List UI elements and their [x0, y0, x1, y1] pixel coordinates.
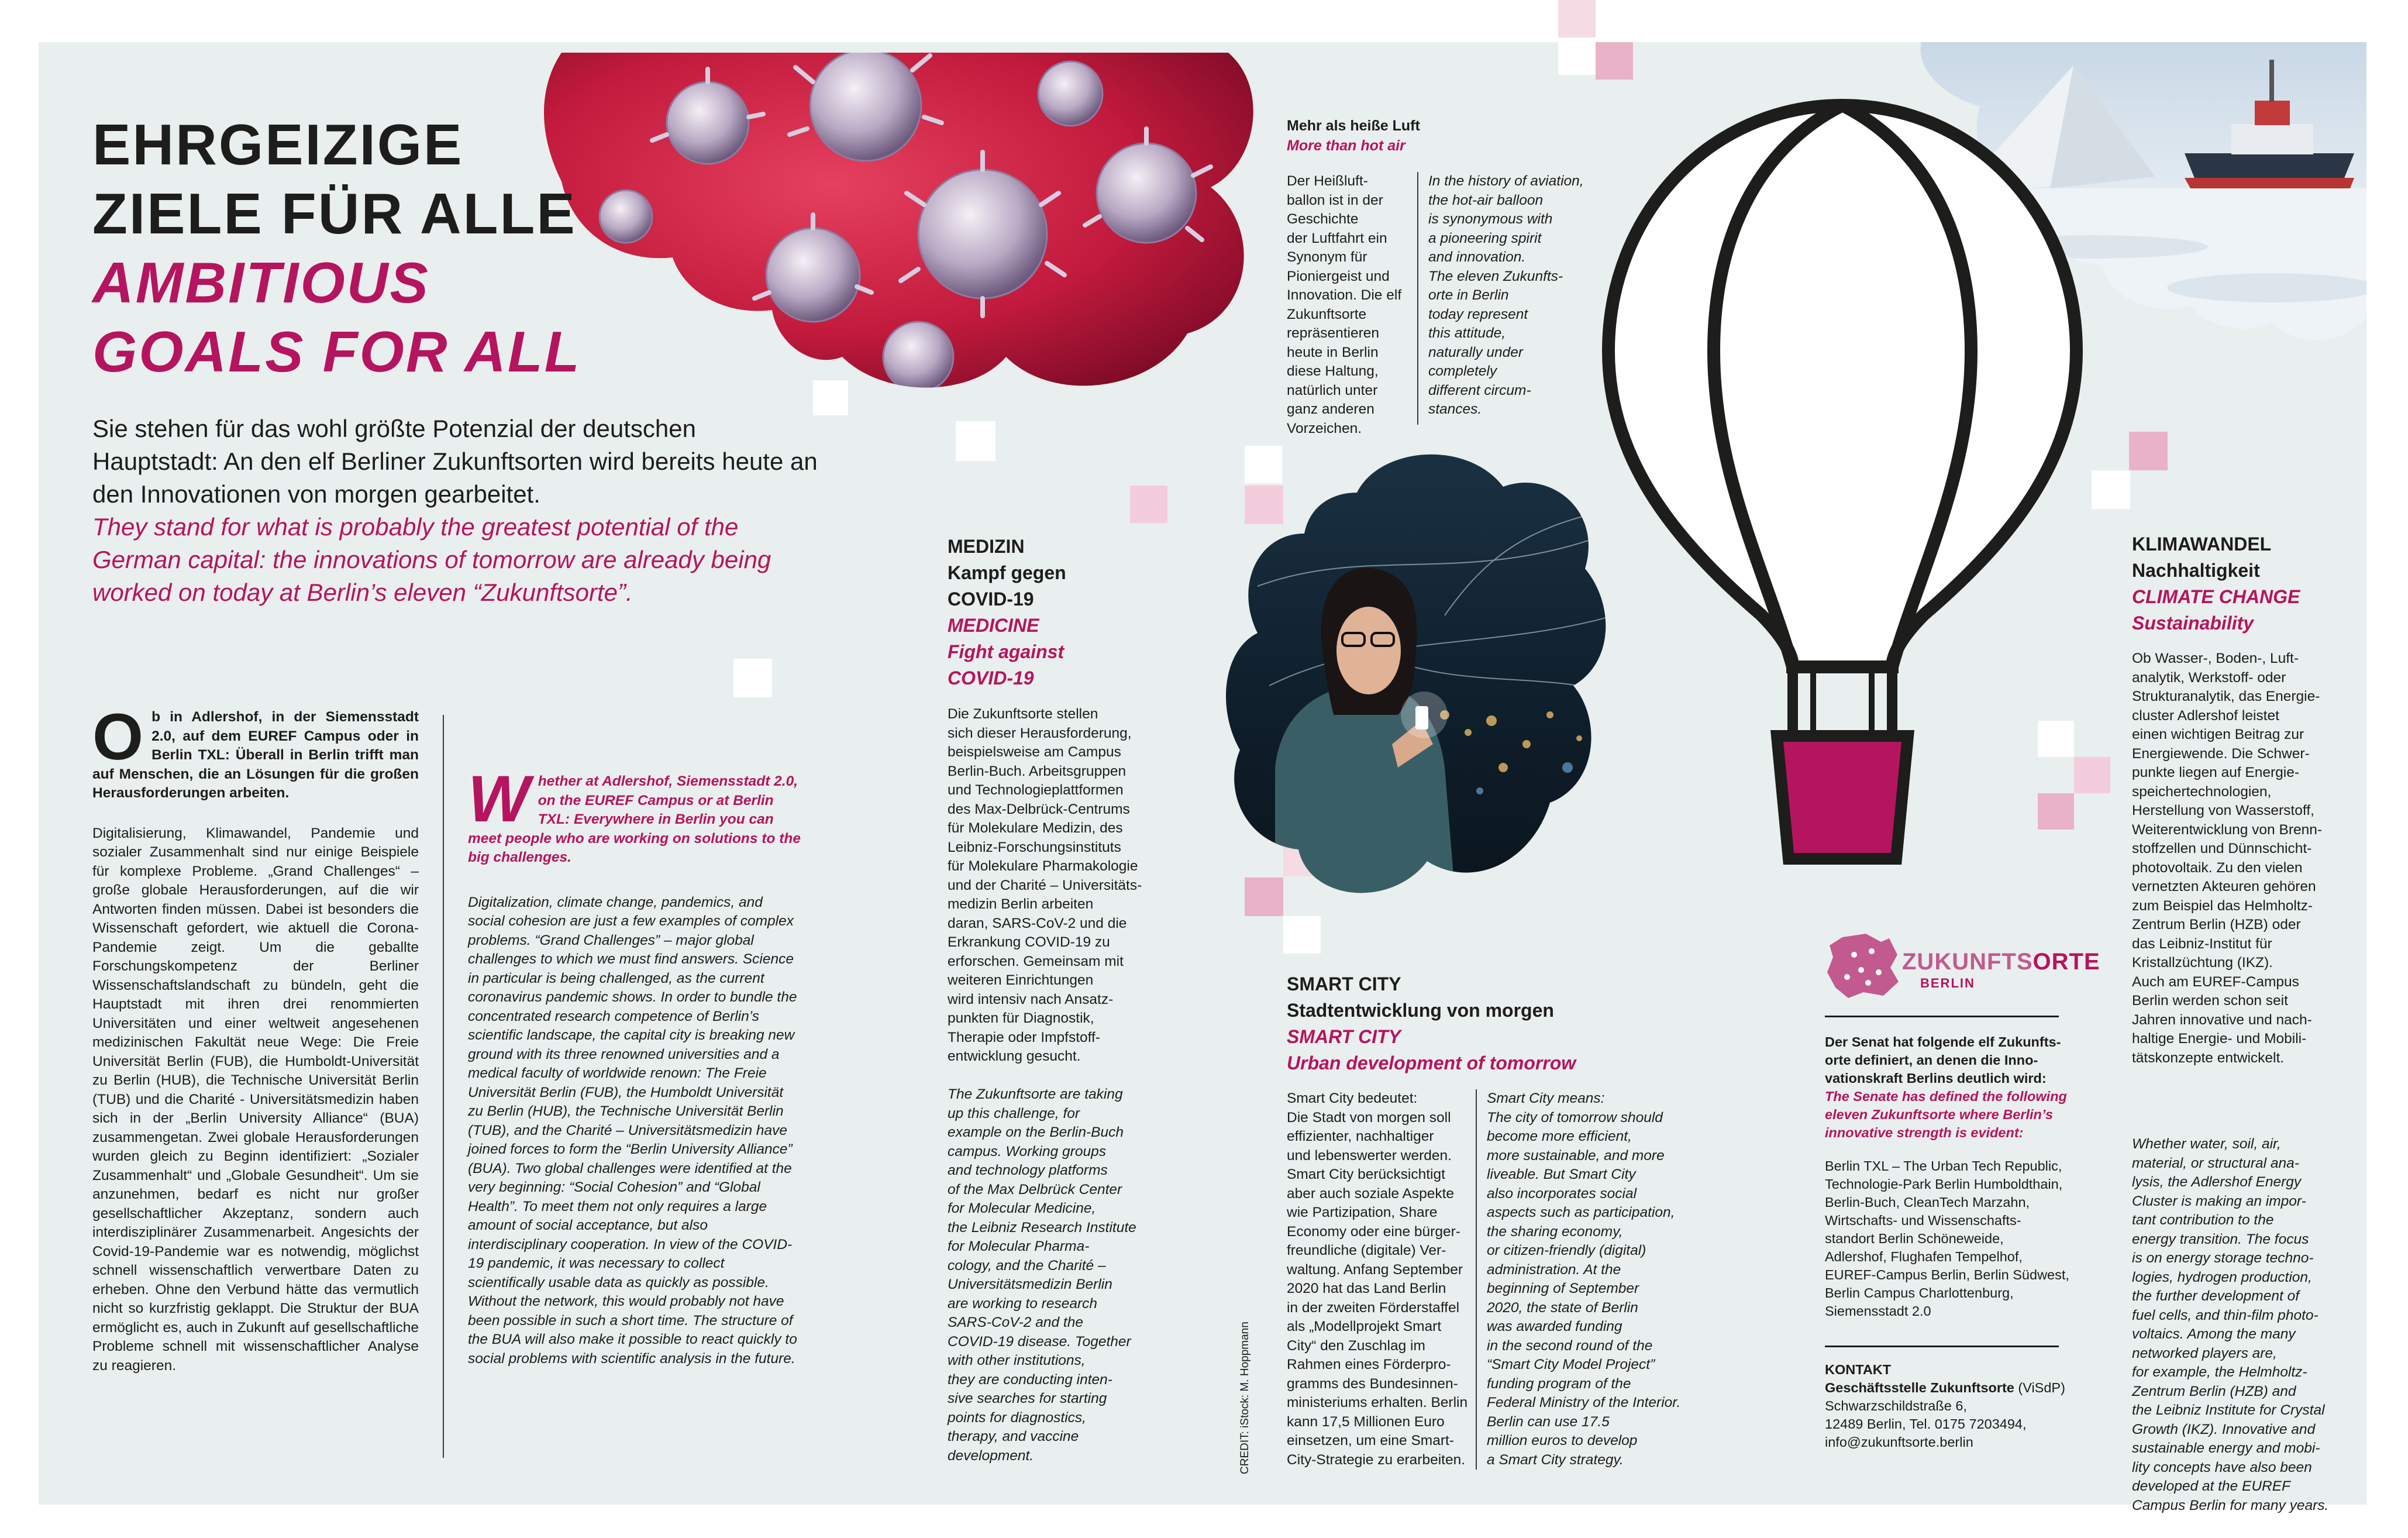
kontakt-block: [1825, 1361, 2071, 1451]
logo-sub-berlin: BERLIN: [1920, 976, 1975, 990]
virus-cloud-image: [538, 41, 1275, 398]
decor-square: [956, 421, 995, 461]
headline-en-line2: GOALS FOR ALL: [92, 319, 581, 384]
section-smart-city: [1287, 971, 1638, 1076]
smart-text-de: Smart City bedeutet: Die Stadt von morgen soll effizienter, nachhaltiger und lebenswerter werden. Smart City berücksichtigt aber auch soziale Aspekte wie Partizipation, Share Economy oder eine bürger- freundliche (digitale) Ver- waltung. Anfang September 2020 hat das Land Berlin in der zweiten Förderstaffel als „Modellprojekt Smart City“ den Zuschlag im Rahmen eines Förderpro- gramms des Bundesinnen- ministeriums erhalten. Berlin kann 17,5 Millionen Euro einsetzen, um eine Smart- City-Strategie zu erarbeiten.: [1287, 1090, 1468, 1468]
klima-text-de: Ob Wasser-, Boden-, Luft- analytik, Werkstoff- oder Strukturanalytik, das Energie- cluster Adlershof leistet einen wichtigen Beitrag zur Energiewende. Die Schwer- punkte liegen auf Energie- speichertechnologien, Herstellung von Wasserstoff, Weiterentwicklung von Brenn- stoffzellen und Dünnschicht- photovoltaik. Zu den vielen vernetzten Akteuren gehören zum Beispiel das Helmholtz- Zentrum Berlin (HZB) oder das Leibniz-Institut für Kristallzüchtung (IKZ). Auch am EUREF-Campus Berlin werden schon seit Jahren innovative und nach- haltige Energie- und Mobili- tätskonzepte entwickelt.: [2132, 651, 2323, 1066]
lead-de: b in Adlershof, in der Siemensstadt 2.0, auf dem EUREF Campus oder in Berlin TXL: Überall in Berlin trifft man auf Menschen, die an Lösungen für die großen Herausforderungen arbeiten.: [92, 709, 419, 801]
medizin-subheading-en: Fight against: [948, 641, 1065, 662]
medizin-subheading: Kampf gegen: [948, 562, 1066, 583]
decor-square: [2129, 432, 2168, 470]
decor-square: [1558, 37, 1596, 75]
luft-text-de: Der Heißluft- ballon ist in der Geschichte der Luftfahrt ein Synonym für Pioniergeist und Innovation. Die elf Zukunftsorte repräsentieren heute in Berlin diese Haltung, natürlich unter ganz anderen Vorzeichen.: [1287, 173, 1402, 436]
klima-subheading-en: Sustainability: [2132, 613, 2254, 634]
lead-en: hether at Adlershof, Siemensstadt 2.0, on the EUREF Campus or at Berlin TXL: Everywhere in Berlin you can meet people who are working on solutions to the big challenges.: [468, 773, 801, 865]
intro-de: Sie stehen für das wohl größte Potenzial der deutschen Hauptstadt: An den elf Berliner Zukunftsorten wird bereits heute an den Innovationen von morgen gearbeitet.: [92, 415, 818, 508]
divider-rule: [1825, 1016, 2059, 1017]
column-divider: [443, 715, 444, 1458]
body-en: Digitalization, climate change, pandemics, and social cohesion are just a few examples of complex problems. “Grand Challenges” – major global challenges to which we must find answers. Science in particular is being challenged, as the current coronavirus pandemic shows. In order to bundle the concentrated research competence of Berlin’s scientific landscape, the capital city is breaking new ground with its three renowned universities and a medical faculty of worldwide renown: The Freie Universität Berlin (FUB), the Humboldt Universität zu Berlin (HUB), the Technische Universität Berlin (TUB), and the Charité – Universitätsmedizin have joined forces to form the “Berlin University Alliance” (BUA). Two global challenges were identified at the very beginning: “Social Cohesion” and “Global Health”. To meet them not only requires a large amount of social acceptance, but also interdisciplinary cooperation. In view of the COVID-19 pandemic, it was necessary to collect scientifically usable data as quickly as possible. Without the network, this would probably not have been possible in such a short time. The structure of the BUA will also make it possible to react quickly to social problems with scientific analysis in the future.: [468, 894, 797, 1367]
decor-square: [1283, 916, 1321, 954]
klima-text-en: Whether water, soil, air, material, or structural ana- lysis, the Adlershof Energy Cluster is making an impor- tant contribution to the energy transition. The focus is on energy storage techno- logies, hydrogen production, the further development of fuel cells, and thin-film photo- voltaics. Among the many networked players are, for example, the Helmholtz- Zentrum Berlin (HZB) and the Leibniz Institute for Crystal Growth (IKZ). Innovative and sustainable energy and mobi- lity concepts have also been developed at the EUREF Campus Berlin for many years.: [2132, 1136, 2329, 1513]
decor-square: [1130, 486, 1167, 523]
smart-subheading: Stadtentwicklung von morgen: [1287, 1000, 1554, 1021]
intro: [92, 412, 824, 609]
luft-text-en: In the history of aviation, the hot-air balloon is synonymous with a pioneering spirit and innovation. The eleven Zukunfts- orte in Berlin today represent this attitude, naturally under completely different circum- stances.: [1428, 173, 1584, 417]
hot-air-balloon-illustration: [1591, 88, 2094, 895]
senat-text-de: Der Senat hat folgende elf Zukunfts- orte definiert, an denen die Inno- vationskraft Berlins deutlich wird:: [1825, 1034, 2061, 1086]
decor-square: [1558, 0, 1596, 37]
drop-cap-de: O: [92, 700, 144, 773]
medizin-text-en: The Zukunftsorte are taking up this challenge, for example on the Berlin-Buch campus. Working groups and technology platforms of the Max Delbrück Center for Molecular Medicine, the Leibniz Research Institute for Molecular Pharma- cology, and the Charité – Universitätsmedizin Berlin are working to research SARS-CoV-2 and the COVID-19 disease. Together with other institutions, they are conducting inten- sive searches for starting points for diagnostics, therapy, and vaccine development.: [948, 1086, 1136, 1464]
luft-title-en: More than hot air: [1287, 137, 1405, 154]
body-de: Digitalisierung, Klimawandel, Pandemie und sozialer Zusammenhalt sind nur einige Beispiele für komplexe Probleme. „Grand Challenges“ – große globale Herausforderungen, auf die wir Antworten finden müssen. Dabei ist besonders die Wissenschaft gefordert, wie aktuell die Corona-Pandemie zeigt. Um die geballte Forschungskompetenz der Berliner Wissenschaftslandschaft zu bündeln, geht die Hauptstadt mit ihren drei renommierten Universitäten und einer weltweit angesehenen medizinischen Fakultät neue Wege: Die Freie Universität Berlin (FUB), die Humboldt-Universität zu Berlin (HUB), die Technische Universität Berlin (TUB) und die Charité - Universitätsmedizin haben sich in der „Berlin University Alliance“ (BUA) zusammengetan. Zwei globale Herausforderungen wurden gleich zu Beginn identifiziert: „Sozialer Zusammenhalt“ und „Globale Gesundheit“. Um sie anzunehmen, bedarf es nicht nur großer gesellschaftlicher Akzeptanz, sondern auch interdisziplinärer Zusammenarbeit. Angesichts der Covid-19-Pandemie war es notwendig, möglichst schnell wissenschaftlich verwertbare Daten zu erheben. Ohne den Verbund hätte das vermutlich nicht so kurzfristig geklappt. Die Struktur der BUA ermöglicht es, auch in Zukunft auf gesellschaftliche Probleme schnell mit wissenschaftlicher Analyse zu reagieren.: [92, 825, 419, 1374]
divider-rule: [1825, 1346, 2059, 1347]
section-medizin: [948, 534, 1141, 691]
kontakt-org: Geschäftsstelle Zukunftsorte: [1825, 1380, 2014, 1395]
kontakt-visdp: (ViSdP): [2014, 1380, 2065, 1395]
body-column-de: [92, 700, 419, 1375]
photo-credit: CREDIT: iStock: M. Hoppmann: [1239, 1322, 1251, 1474]
zukunftsorte-logo-text: [1902, 949, 2100, 975]
klima-heading: KLIMAWANDEL: [2132, 534, 2272, 555]
zukunftsorte-list: Berlin TXL – The Urban Tech Republic, Technologie-Park Berlin Humboldthain, Berlin-Buch, CleanTech Marzahn, Wirtschafts- und Wissenschafts- standort Berlin Schöneweide, Adlershof, Flughafen Tempelhof, EUREF-Campus Berlin, Berlin Südwest, Berlin Campus Charlottenburg, Siemensstadt 2.0: [1825, 1158, 2069, 1319]
medizin-heading: MEDIZIN: [948, 536, 1025, 557]
medizin-text-de: Die Zukunftsorte stellen sich dieser Herausforderung, beispielsweise am Campus Berlin-Buch. Arbeitsgruppen und Technologieplattformen des Max-Delbrück-Centrums für Molekulare Medizin, des Leibniz-Forschungsinstituts für Molekulare Pharmakologie und der Charité – Universitäts- medizin Berlin arbeiten daran, SARS-CoV-2 und die Erkrankung COVID-19 zu erforschen. Gemeinsam mit weiteren Einrichtungen wird intensiv nach Ansatz- punkten für Diagnostik, Therapie oder Impfstoff- entwicklung gesucht.: [948, 706, 1142, 1064]
medizin-heading-en: MEDICINE: [948, 615, 1039, 636]
logo-word-2: ORTE: [2032, 949, 2100, 975]
headline-de-line2: ZIELE FÜR ALLE: [92, 181, 577, 246]
medizin-subheading-en-2: COVID-19: [948, 668, 1034, 689]
logo-word-1: ZUKUNFTS: [1902, 949, 2033, 975]
decor-square: [2092, 470, 2130, 509]
column-divider: [1417, 172, 1418, 425]
decor-square: [733, 659, 772, 697]
kontakt-address: Schwarzschildstraße 6, 12489 Berlin, Tel. 0175 7203494, info@zukunftsorte.berlin: [1825, 1398, 2027, 1450]
berlin-map-logo-icon: [1825, 931, 1901, 1000]
smart-heading: SMART CITY: [1287, 973, 1401, 995]
intro-en: They stand for what is probably the greatest potential of the German capital: the innovations of tomorrow are already being worked on today at Berlin’s eleven “Zukunftsorte”.: [92, 513, 771, 606]
kontakt-label: KONTAKT: [1825, 1362, 1892, 1377]
medizin-subheading-2: COVID-19: [948, 589, 1034, 610]
headline-en-line1: AMBITIOUS: [92, 250, 430, 315]
smart-subheading-en: Urban development of tomorrow: [1287, 1052, 1576, 1073]
smart-text-en: Smart City means: The city of tomorrow should become more efficient, more sustainable, and more liveable. But Smart City also incorporates social aspects such as participation, the sharing economy, or citizen-friendly (digital) administration. At the beginning of September 2020, the state of Berlin was awarded funding in the second round of the “Smart City Model Project” funding program of the Federal Ministry of the Interior. Berlin can use 17.5 million euros to develop a Smart City strategy.: [1487, 1090, 1681, 1468]
smart-heading-en: SMART CITY: [1287, 1026, 1401, 1047]
headline-de-line1: EHRGEIZIGE: [92, 112, 464, 177]
section-klimawandel: [2132, 531, 2342, 636]
body-column-en: [468, 762, 801, 1368]
decor-square: [1596, 42, 1633, 80]
luft-title-de: Mehr als heiße Luft: [1287, 118, 1420, 134]
column-divider: [1476, 1089, 1477, 1470]
senat-text-en: The Senate has defined the following eleven Zukunftsorte where Berlin’s innovative strength is evident:: [1825, 1089, 2067, 1140]
woman-with-phone-city-night-image: [1222, 440, 1614, 911]
klima-subheading: Nachhaltigkeit: [2132, 560, 2260, 581]
drop-cap-en: W: [468, 762, 530, 835]
klima-heading-en: CLIMATE CHANGE: [2132, 586, 2300, 607]
headline: [92, 110, 581, 386]
